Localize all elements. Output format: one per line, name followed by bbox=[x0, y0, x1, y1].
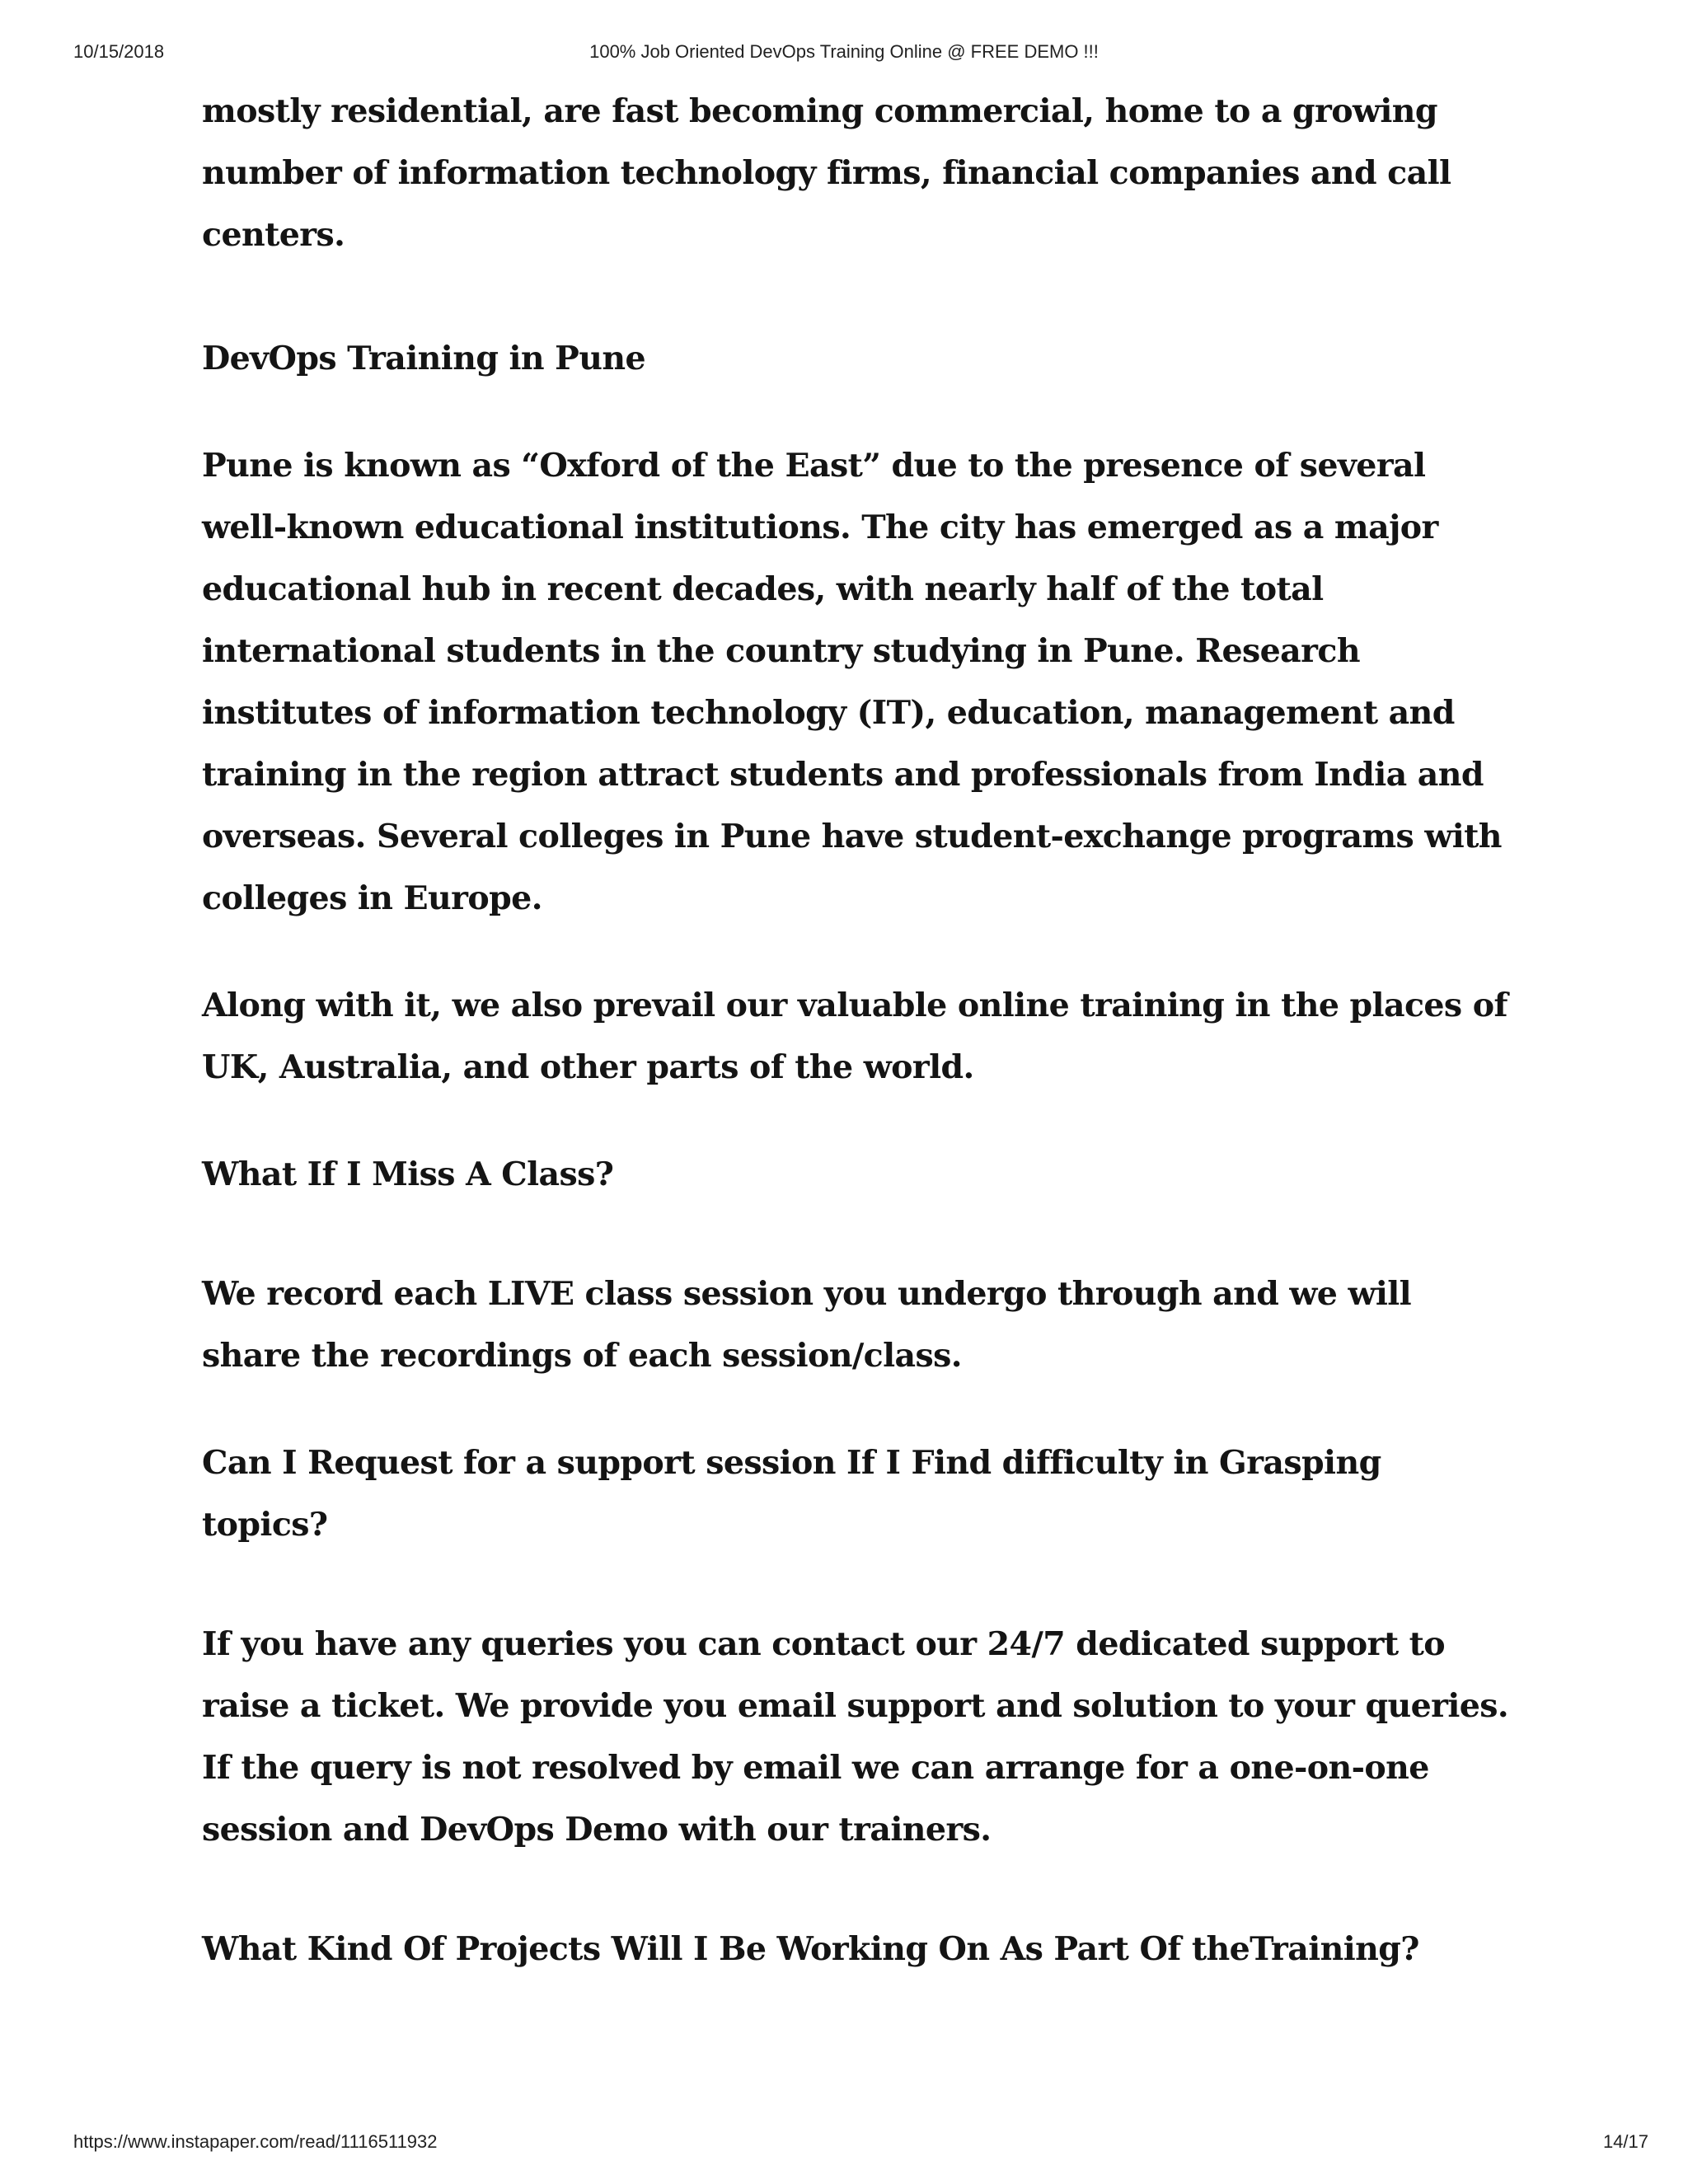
heading-projects: What Kind Of Projects Will I Be Working On As Part Of theTraining? bbox=[202, 1930, 1419, 1968]
print-header bbox=[0, 41, 1688, 66]
heading-devops-training-pune: DevOps Training in Pune bbox=[202, 340, 646, 377]
miss-class-paragraph: We record each LIVE class session you undergo through and we will share the recordings of each session/class. bbox=[202, 1275, 1412, 1375]
article-body bbox=[202, 81, 1512, 1980]
heading-support-session: Can I Request for a support session If I Find difficulty in Grasping topics? bbox=[202, 1444, 1381, 1544]
print-url: https://www.instapaper.com/read/1116511932 bbox=[73, 2131, 438, 2152]
online-training-paragraph: Along with it, we also prevail our valuable online training in the places of UK, Australia, and other parts of the world. bbox=[202, 987, 1507, 1086]
page-number: 14/17 bbox=[1602, 2131, 1648, 2152]
pune-paragraph: Pune is known as “Oxford of the East” due to the presence of several well-known educational institutions. The city has emerged as a major educational hub in recent decades, with nearly half of the total international students in the country studying in Pune. Research institutes of information technology (IT), education, management and training in the region attract students and professionals from India and overseas. Several colleges in Pune have student-exchange programs with colleges in Europe. bbox=[202, 447, 1502, 917]
support-paragraph: If you have any queries you can contact our 24/7 dedicated support to raise a ticket. We provide you email support and solution to your queries. If the query is not resolved by email we can arrange for a one-on-one session and DevOps Demo with our trainers. bbox=[202, 1625, 1509, 1849]
print-page-title: 100% Job Oriented DevOps Training Online @ FREE DEMO !!! bbox=[589, 41, 1099, 62]
heading-miss-class: What If I Miss A Class? bbox=[202, 1155, 614, 1193]
intro-paragraph: mostly residential, are fast becoming commercial, home to a growing number of information technology firms, financial companies and call centers. bbox=[202, 92, 1451, 254]
print-footer bbox=[0, 2131, 1688, 2156]
print-date: 10/15/2018 bbox=[73, 41, 165, 62]
